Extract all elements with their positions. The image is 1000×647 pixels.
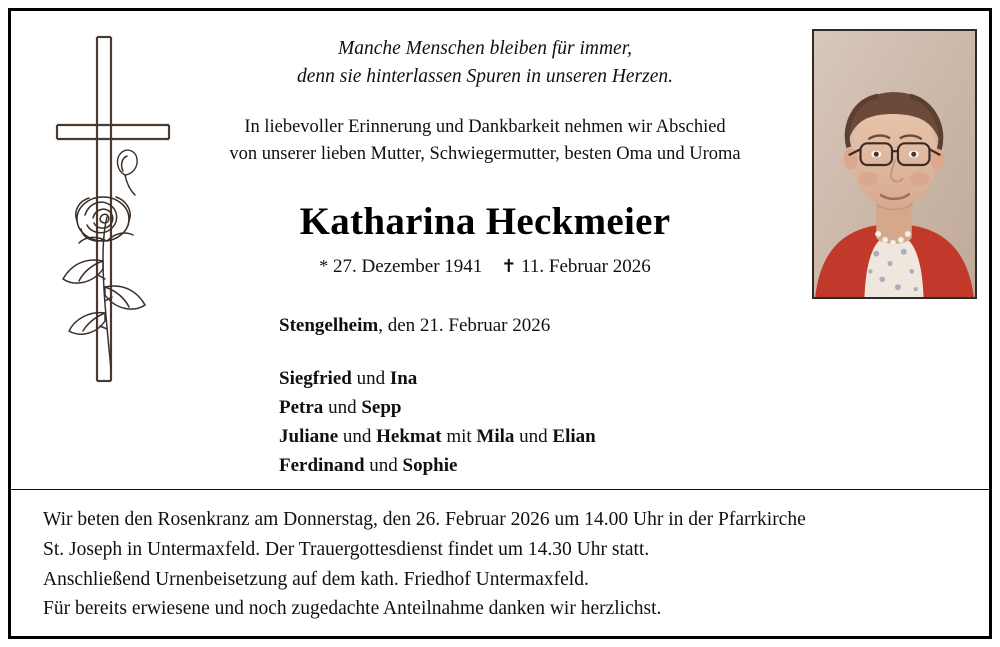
service-line-3: Anschließend Urnenbeisetzung auf dem kath. Friedhof Untermaxfeld. [43,568,589,590]
notice-content [11,11,989,636]
family-member-name: Petra [279,396,324,418]
family-member-name: Siegfried [279,368,352,389]
portrait-photo [812,29,977,299]
deceased-name: Katharina Heckmeier [299,200,671,244]
intro-text [181,114,789,170]
death-symbol: ✝ [501,256,517,277]
family-conjunction: und [338,425,377,447]
family-conjunction: und [323,396,362,418]
place-name: Stengelheim [279,315,379,336]
section-divider [11,489,989,490]
service-line-4: Für bereits erwiesene und noch zugedachte Anteilnahme danken wir herzlichst. [43,598,662,620]
service-details [43,505,965,624]
family-list [279,365,596,481]
family-line-1 [279,365,596,394]
death-date: 11. Februar 2026 [521,256,651,278]
family-member-name: Hekmat [376,425,442,447]
family-member-name: Ina [389,368,418,389]
intro-line-2: von unserer lieben Mutter, Schwiegermutter, besten Oma und Uroma [229,144,741,165]
birth-symbol: * [319,256,329,277]
family-conjunction: und [351,368,390,389]
motto [181,35,789,92]
intro-line-1: In liebevoller Erinnerung und Dankbarkeit nehmen wir Abschied [244,116,726,137]
birth-date: 27. Dezember 1941 [332,256,483,278]
family-line-2 [279,394,596,423]
family-member-name: Juliane [279,425,339,447]
family-member-name: Sophie [402,454,458,476]
life-dates [181,256,789,278]
family-conjunction: und [514,425,553,447]
place-date: , den 21. Februar 2026 [378,315,551,336]
family-member-name: Mila [476,425,515,447]
family-member-name: Sepp [361,396,402,418]
family-line-4 [279,452,596,481]
motto-line-2: denn sie hinterlassen Spuren in unseren Herzen. [296,66,674,88]
place-and-date [279,316,596,335]
memorial-text-column [181,27,789,278]
family-line-3 [279,423,596,452]
family-conjunction: mit [441,425,477,447]
service-line-2: St. Joseph in Untermaxfeld. Der Trauergottesdienst findet um 14.30 Uhr statt. [43,538,650,560]
cross-with-rose-icon [41,29,191,404]
family-conjunction: und [364,454,403,476]
service-line-1: Wir beten den Rosenkranz am Donnerstag, den 26. Februar 2026 um 14.00 Uhr in der Pfarrkirche [43,509,806,530]
family-member-name: Elian [552,425,596,447]
motto-line-1: Manche Menschen bleiben für immer, [337,38,633,59]
place-and-family-block [279,316,596,481]
family-member-name: Ferdinand [279,454,365,476]
